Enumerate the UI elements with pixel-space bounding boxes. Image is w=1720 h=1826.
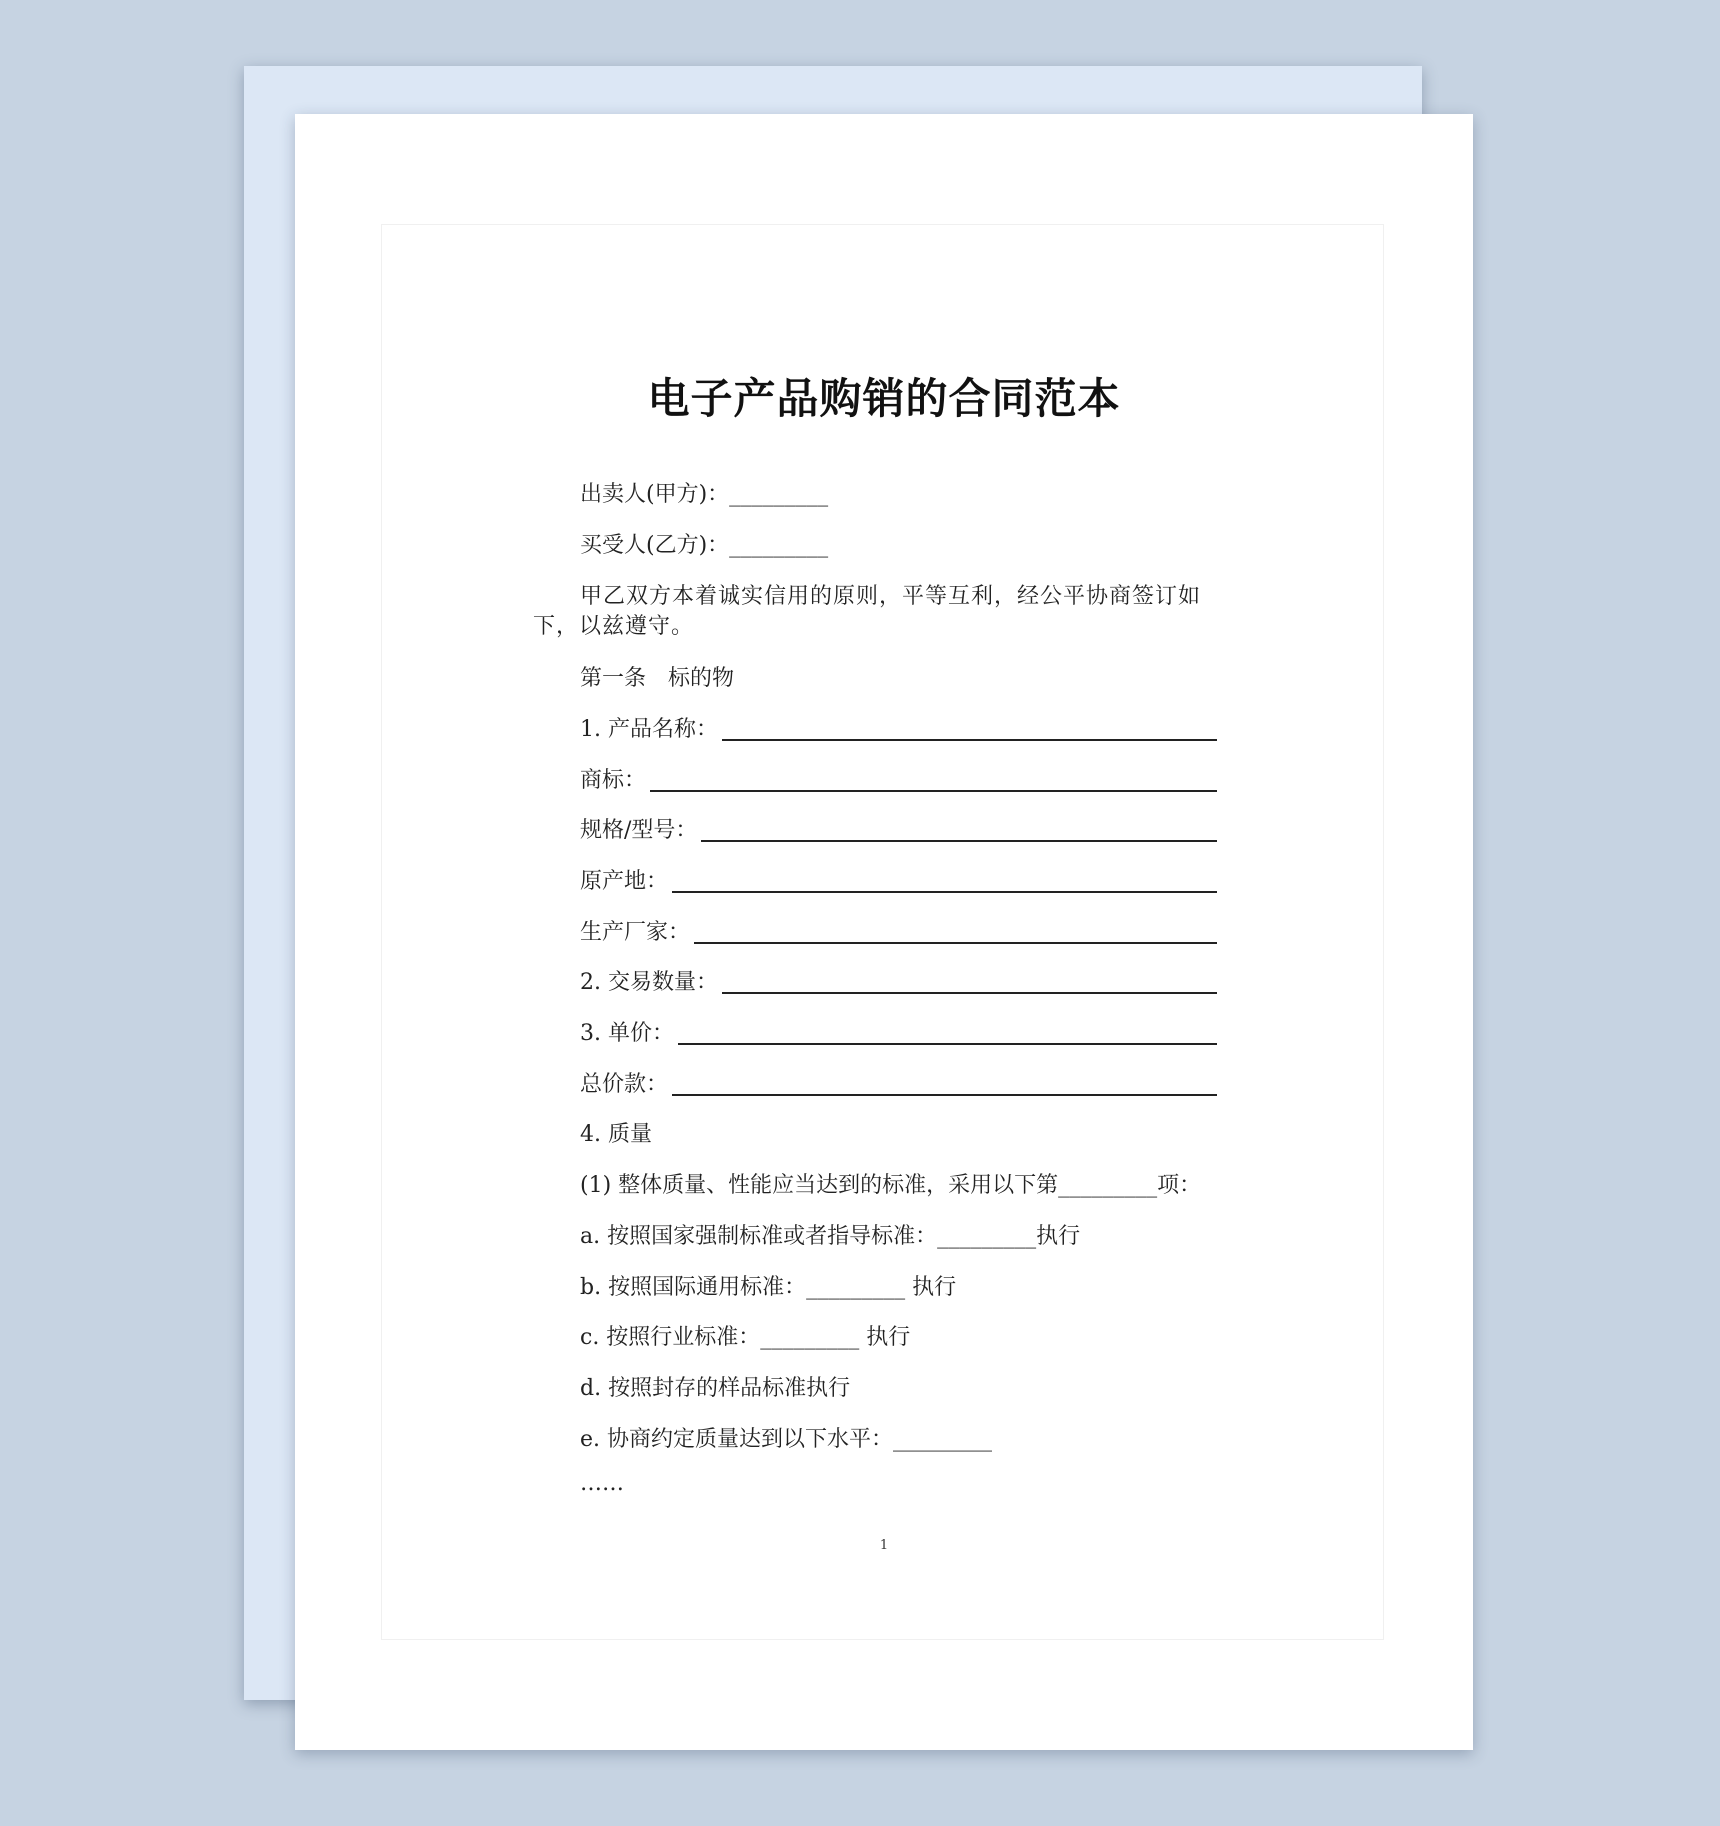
article-heading: 第一条 标的物 — [580, 666, 735, 691]
option-e: e. 协商约定质量达到以下水平：_________ — [580, 1427, 993, 1452]
fill-line — [672, 890, 1217, 893]
quality-heading: 4. 质量 — [580, 1122, 652, 1147]
field-label: 2. 交易数量： — [580, 970, 718, 995]
fill-line — [722, 991, 1217, 994]
field-quantity — [580, 968, 1217, 998]
seller-line: 出卖人(甲方)：_________ — [580, 482, 829, 507]
fill-line — [722, 738, 1217, 741]
fill-line — [672, 1093, 1217, 1096]
buyer-line: 买受人(乙方)：_________ — [580, 533, 829, 558]
option-c: c. 按照行业标准：_________ 执行 — [580, 1325, 911, 1350]
field-spec-model — [580, 816, 1217, 846]
field-label: 生产厂家： — [580, 920, 691, 945]
field-label: 规格/型号： — [580, 818, 698, 843]
fill-line — [694, 941, 1217, 944]
fill-line — [650, 789, 1217, 792]
field-origin — [580, 867, 1217, 897]
page-number: 1 — [879, 1538, 889, 1553]
field-label: 总价款： — [580, 1072, 669, 1097]
quality-clause: (1) 整体质量、性能应当达到的标准，采用以下第_________项： — [580, 1173, 1202, 1198]
option-a: a. 按照国家强制标准或者指导标准：_________执行 — [580, 1224, 1081, 1249]
field-total-price — [580, 1070, 1217, 1100]
intro-paragraph: 甲乙双方本着诚实信用的原则，平等互利，经公平协商签订如下，以兹遵守。 — [533, 584, 1202, 639]
field-label: 3. 单价： — [580, 1021, 674, 1046]
field-product-name — [580, 715, 1217, 745]
document-page — [295, 114, 1473, 1750]
option-d: d. 按照封存的样品标准执行 — [580, 1376, 851, 1401]
continuation-ellipsis: …… — [580, 1471, 624, 1496]
field-label: 原产地： — [580, 869, 669, 894]
document-title: 电子产品购销的合同范本 — [647, 374, 1121, 423]
document-content — [295, 114, 1473, 1750]
field-trademark — [580, 766, 1217, 796]
option-b: b. 按照国际通用标准：_________ 执行 — [580, 1275, 957, 1300]
field-manufacturer — [580, 918, 1217, 948]
field-label: 商标： — [580, 768, 647, 793]
fill-line — [678, 1042, 1217, 1045]
fill-line — [701, 839, 1217, 842]
field-label: 1. 产品名称： — [580, 717, 718, 742]
field-unit-price — [580, 1019, 1217, 1049]
